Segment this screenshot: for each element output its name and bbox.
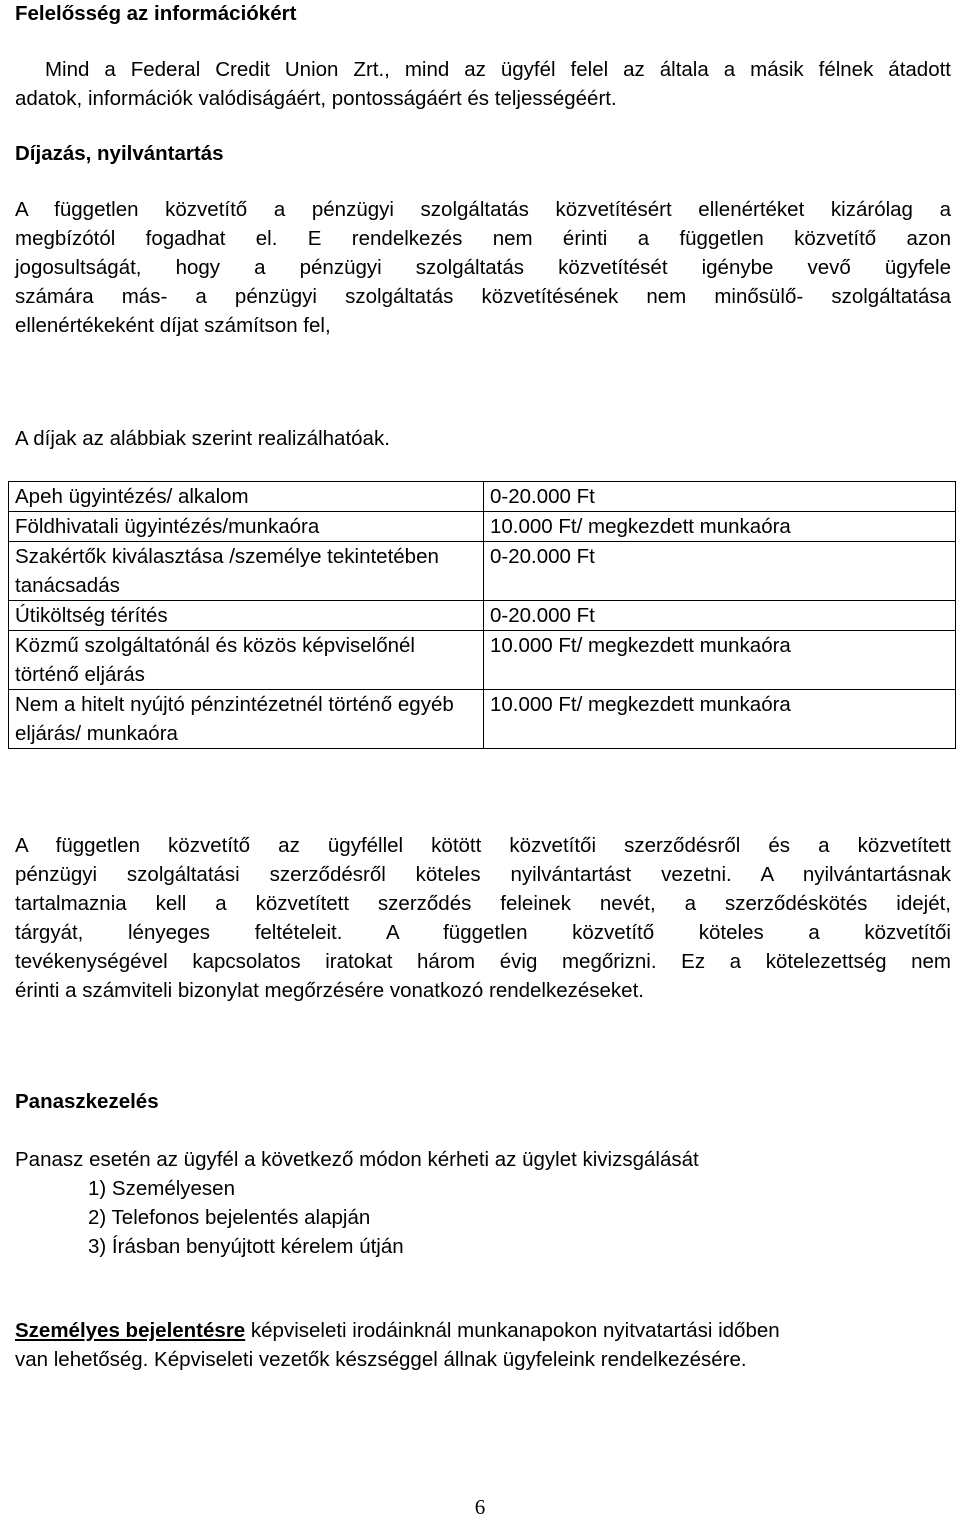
text-line: A független közvetítő az ügyféllel kötött közvetítői szerződésről és a közvetített: [15, 834, 951, 857]
fee-cell: 10.000 Ft/ megkezdett munkaóra: [484, 631, 956, 690]
text-line: pénzügyi szolgáltatási szerződésről köteles nyilvántartást vezetni. A nyilvántartásnak: [15, 863, 951, 886]
responsibility-paragraph: [15, 55, 951, 113]
complaints-intro: Panasz esetén az ügyfél a következő módon kérheti az ügylet kivizsgálását: [15, 1148, 699, 1171]
text-line: számára más- a pénzügyi szolgáltatás közvetítésének nem minősülő- szolgáltatása: [15, 285, 951, 308]
text-line: A független közvetítő a pénzügyi szolgáltatás közvetítésért ellenértéket kizárólag a: [15, 198, 951, 221]
text-line: adatok, információk valódiságáért, pontosságáért és teljességéért.: [15, 87, 617, 110]
complaint-methods-list: [88, 1174, 404, 1261]
text-line: Mind a Federal Credit Union Zrt., mind az ügyfél felel az általa a másik félnek átadott: [15, 58, 951, 81]
service-cell: Földhivatali ügyintézés/munkaóra: [9, 512, 484, 542]
fees-intro: A díjak az alábbiak szerint realizálhatóak.: [15, 427, 390, 450]
personal-report-text: képviseleti irodáinknál munkanapokon nyitvatartási időben: [245, 1319, 780, 1342]
section-heading-complaints: Panaszkezelés: [15, 1090, 159, 1113]
fees-paragraph: [15, 195, 951, 340]
service-cell: Útiköltség térítés: [9, 601, 484, 631]
table-row: [9, 482, 956, 512]
fee-cell: 0-20.000 Ft: [484, 601, 956, 631]
service-cell: Apeh ügyintézés/ alkalom: [9, 482, 484, 512]
table-row: [9, 542, 956, 601]
text-line: tárgyát, lényeges feltételeit. A független közvetítő köteles a közvetítői: [15, 921, 951, 944]
text-line: ellenértékeként díjat számítson fel,: [15, 314, 331, 337]
text-line: tartalmaznia kell a közvetített szerződés feleinek nevét, a szerződéskötés idejét,: [15, 892, 951, 915]
page-number: 6: [474, 1495, 486, 1519]
text-line: érinti a számviteli bizonylat megőrzésére vonatkozó rendelkezéseket.: [15, 979, 644, 1002]
list-item: 1) Személyesen: [88, 1177, 235, 1200]
service-cell: Szakértők kiválasztása /személye tekintetében tanácsadás: [9, 542, 484, 601]
text-line: megbízótól fogadhat el. E rendelkezés nem érinti a független közvetítő azon: [15, 227, 951, 250]
list-item: 2) Telefonos bejelentés alapján: [88, 1206, 371, 1229]
text-line: van lehetőség. Képviseleti vezetők készséggel állnak ügyfeleink rendelkezésére.: [15, 1348, 747, 1371]
fee-cell: 0-20.000 Ft: [484, 542, 956, 601]
table-row: [9, 631, 956, 690]
text-line: [15, 1316, 951, 1345]
personal-report-label: Személyes bejelentésre: [15, 1319, 246, 1342]
fees-table: [8, 481, 956, 749]
service-cell: Nem a hitelt nyújtó pénzintézetnél történő egyéb eljárás/ munkaóra: [9, 690, 484, 749]
text-line: tevékenységével kapcsolatos iratokat három évig megőrizni. Ez a kötelezettség nem: [15, 950, 951, 973]
personal-report-paragraph: [15, 1316, 951, 1374]
text-line: jogosultságát, hogy a pénzügyi szolgáltatás közvetítését igénybe vevő ügyfele: [15, 256, 951, 279]
fee-cell: 10.000 Ft/ megkezdett munkaóra: [484, 690, 956, 749]
fee-cell: 10.000 Ft/ megkezdett munkaóra: [484, 512, 956, 542]
table-row: [9, 601, 956, 631]
fee-cell: 0-20.000 Ft: [484, 482, 956, 512]
section-heading-responsibility: Felelősség az információkért: [15, 2, 297, 25]
registry-paragraph: [15, 831, 951, 1005]
section-heading-fees: Díjazás, nyilvántartás: [15, 142, 224, 165]
list-item: 3) Írásban benyújtott kérelem útján: [88, 1235, 404, 1258]
service-cell: Közmű szolgáltatónál és közös képviselőnél történő eljárás: [9, 631, 484, 690]
table-row: [9, 690, 956, 749]
table-row: [9, 512, 956, 542]
